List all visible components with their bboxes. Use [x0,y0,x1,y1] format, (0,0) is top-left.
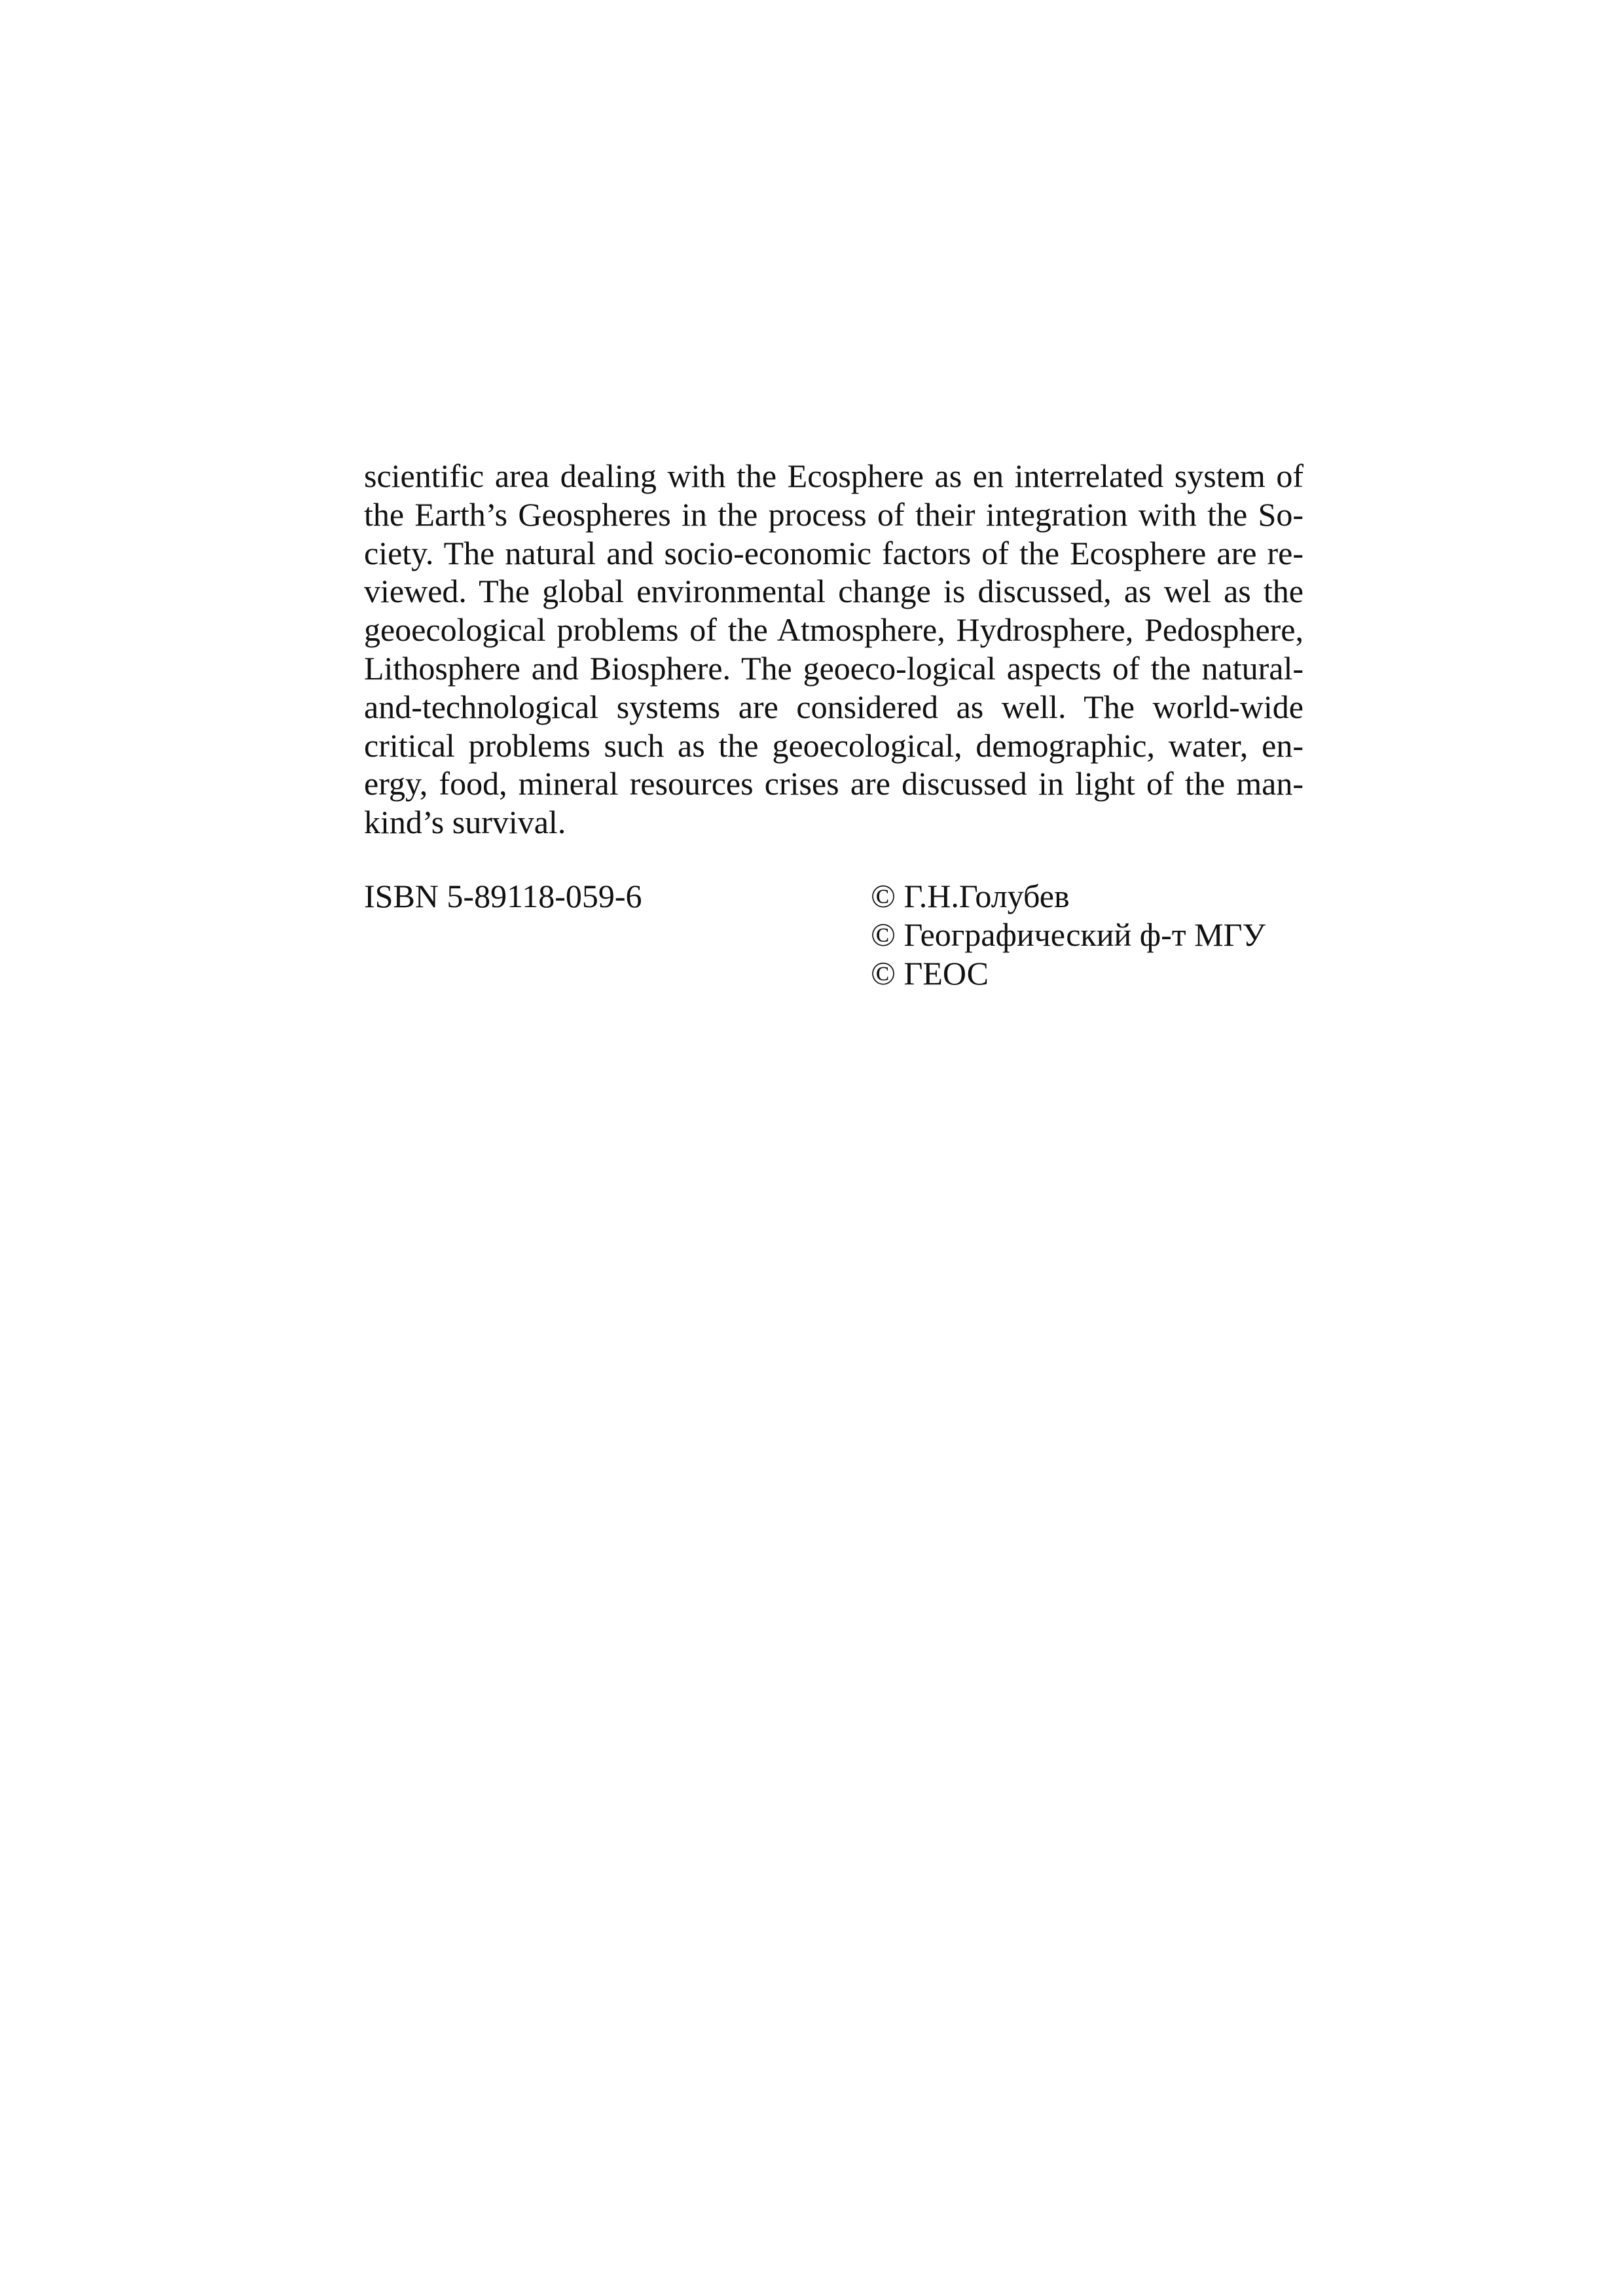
abstract-line: scientific area dealing with the Ecosphere as en interrelated system of [364,457,1304,494]
abstract-line: geoecological problems of the Atmosphere, Hydrosphere, Pedosphere, [364,611,1304,649]
copyright-list [871,877,1266,992]
abstract-line: the Earth’s Geospheres in the process of their integration with the So- [364,495,1304,533]
isbn-number: ISBN 5-89118-059-6 [364,878,642,914]
abstract-line: and-technological systems are considered as well. The world-wide [364,688,1304,725]
abstract-line: Lithosphere and Biosphere. The geoeco-logical aspects of the natural- [364,649,1304,687]
copyright-faculty: © Географический ф-т МГУ [871,916,1266,953]
imprint-section [364,877,1304,1008]
abstract-paragraph [364,457,1304,842]
abstract-line: critical problems such as the geoecological, demographic, water, en- [364,726,1304,764]
copyright-publisher: © ГЕОС [871,954,989,992]
copyright-author: © Г.Н.Голубев [871,878,1070,914]
abstract-line: ciety. The natural and socio-economic factors of the Ecosphere are re- [364,534,1304,571]
abstract-line: ergy, food, mineral resources crises are discussed in light of the man- [364,765,1304,802]
abstract-line: viewed. The global environmental change is discussed, as wel as the [364,573,1304,610]
abstract-line: kind’s survival. [364,804,566,841]
